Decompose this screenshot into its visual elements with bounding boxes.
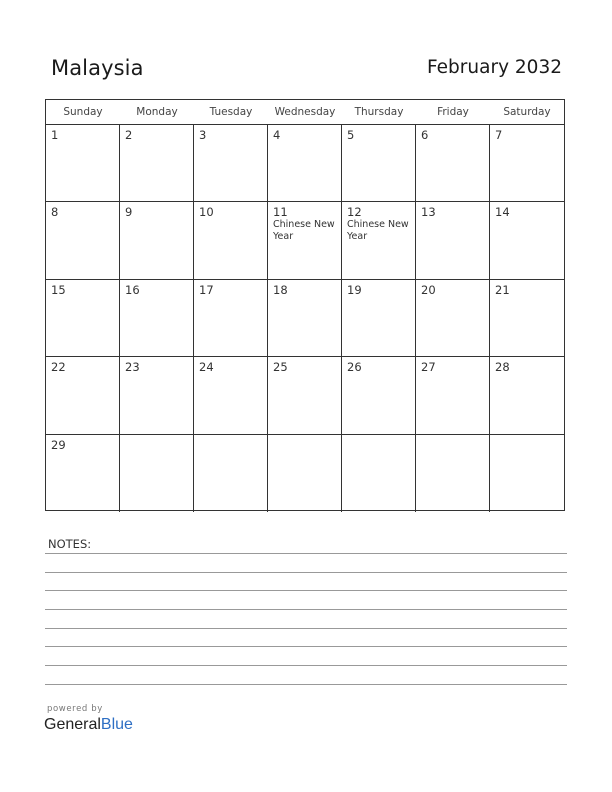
- day-number: 22: [51, 360, 66, 375]
- day-cell: [490, 202, 564, 278]
- notes-line: [45, 572, 567, 573]
- day-number: 5: [347, 128, 355, 142]
- day-number: 15: [51, 282, 66, 297]
- notes-line: [45, 590, 567, 591]
- weekday-label: Thursday: [354, 106, 404, 118]
- day-number: 1: [51, 128, 59, 142]
- weekday-header: [46, 100, 564, 125]
- brand-part-general: General: [44, 716, 101, 733]
- day-cell: [120, 280, 194, 356]
- day-number: 24: [199, 360, 214, 375]
- day-number: 19: [347, 282, 362, 297]
- day-cell: [416, 435, 490, 512]
- day-cell: [416, 202, 490, 278]
- holiday-label: Chinese New Year: [347, 219, 409, 243]
- day-cell: [120, 202, 194, 278]
- notes-line: [45, 609, 567, 610]
- day-number: 3: [199, 128, 207, 142]
- notes-line: [45, 665, 567, 666]
- calendar-week: [46, 125, 564, 202]
- day-cell: [194, 357, 268, 433]
- day-number: 26: [347, 360, 362, 375]
- day-cell: [490, 280, 564, 356]
- day-number: 8: [51, 205, 59, 220]
- holiday-label: Chinese New Year: [273, 219, 335, 243]
- day-cell: [268, 125, 342, 201]
- weekday-label: Monday: [136, 106, 178, 118]
- day-cell: [268, 202, 342, 278]
- day-number: 21: [495, 282, 510, 297]
- day-cell: [46, 280, 120, 356]
- day-number: 20: [421, 282, 436, 297]
- month-year-title: February 2032: [427, 57, 562, 78]
- day-number: 7: [495, 128, 503, 142]
- day-number: 14: [495, 205, 510, 220]
- day-number: 9: [125, 205, 133, 220]
- day-number: 4: [273, 128, 281, 142]
- day-cell: [342, 202, 416, 278]
- day-cell: [268, 435, 342, 512]
- notes-line: [45, 553, 567, 554]
- notes-label: NOTES:: [48, 537, 92, 551]
- day-cell: [342, 357, 416, 433]
- weekday-label: Sunday: [63, 106, 103, 118]
- day-cell: [490, 435, 564, 512]
- day-number: 6: [421, 128, 429, 142]
- day-cell: [46, 435, 120, 512]
- day-number: 23: [125, 360, 140, 375]
- day-number: 18: [273, 282, 288, 297]
- day-cell: [194, 125, 268, 201]
- powered-by-text: powered by: [47, 704, 103, 714]
- generalblue-logo: [44, 716, 133, 734]
- day-cell: [46, 202, 120, 278]
- day-cell: [268, 280, 342, 356]
- day-cell: [416, 357, 490, 433]
- day-number: 28: [495, 360, 510, 375]
- day-number: 17: [199, 282, 214, 297]
- day-number: 27: [421, 360, 436, 375]
- day-cell: [416, 125, 490, 201]
- calendar-week: [46, 202, 564, 279]
- day-number: 12: [347, 205, 362, 220]
- day-cell: [46, 125, 120, 201]
- day-number: 16: [125, 282, 140, 297]
- day-number: 13: [421, 205, 436, 220]
- day-cell: [268, 357, 342, 433]
- day-cell: [120, 435, 194, 512]
- day-cell: [46, 357, 120, 433]
- weekday-label: Tuesday: [209, 106, 253, 118]
- calendar-week: [46, 357, 564, 434]
- day-cell: [194, 202, 268, 278]
- day-cell: [342, 125, 416, 201]
- day-cell: [120, 125, 194, 201]
- calendar-week: [46, 435, 564, 512]
- day-number: 11: [273, 205, 288, 220]
- day-number: 29: [51, 437, 66, 452]
- calendar-grid: [45, 99, 565, 511]
- weekday-label: Saturday: [503, 106, 551, 118]
- notes-line: [45, 628, 567, 629]
- day-cell: [194, 280, 268, 356]
- weekday-label: Friday: [437, 106, 469, 118]
- country-title: Malaysia: [51, 56, 144, 80]
- day-cell: [120, 357, 194, 433]
- day-number: 10: [199, 205, 214, 220]
- weekday-label: Wednesday: [274, 106, 336, 118]
- notes-line: [45, 684, 567, 685]
- notes-line: [45, 646, 567, 647]
- day-cell: [416, 280, 490, 356]
- day-cell: [490, 125, 564, 201]
- calendar-week: [46, 280, 564, 357]
- brand-part-blue: Blue: [100, 716, 133, 733]
- day-number: 2: [125, 128, 133, 142]
- day-number: 25: [273, 360, 288, 375]
- day-cell: [342, 435, 416, 512]
- day-cell: [342, 280, 416, 356]
- day-cell: [490, 357, 564, 433]
- day-cell: [194, 435, 268, 512]
